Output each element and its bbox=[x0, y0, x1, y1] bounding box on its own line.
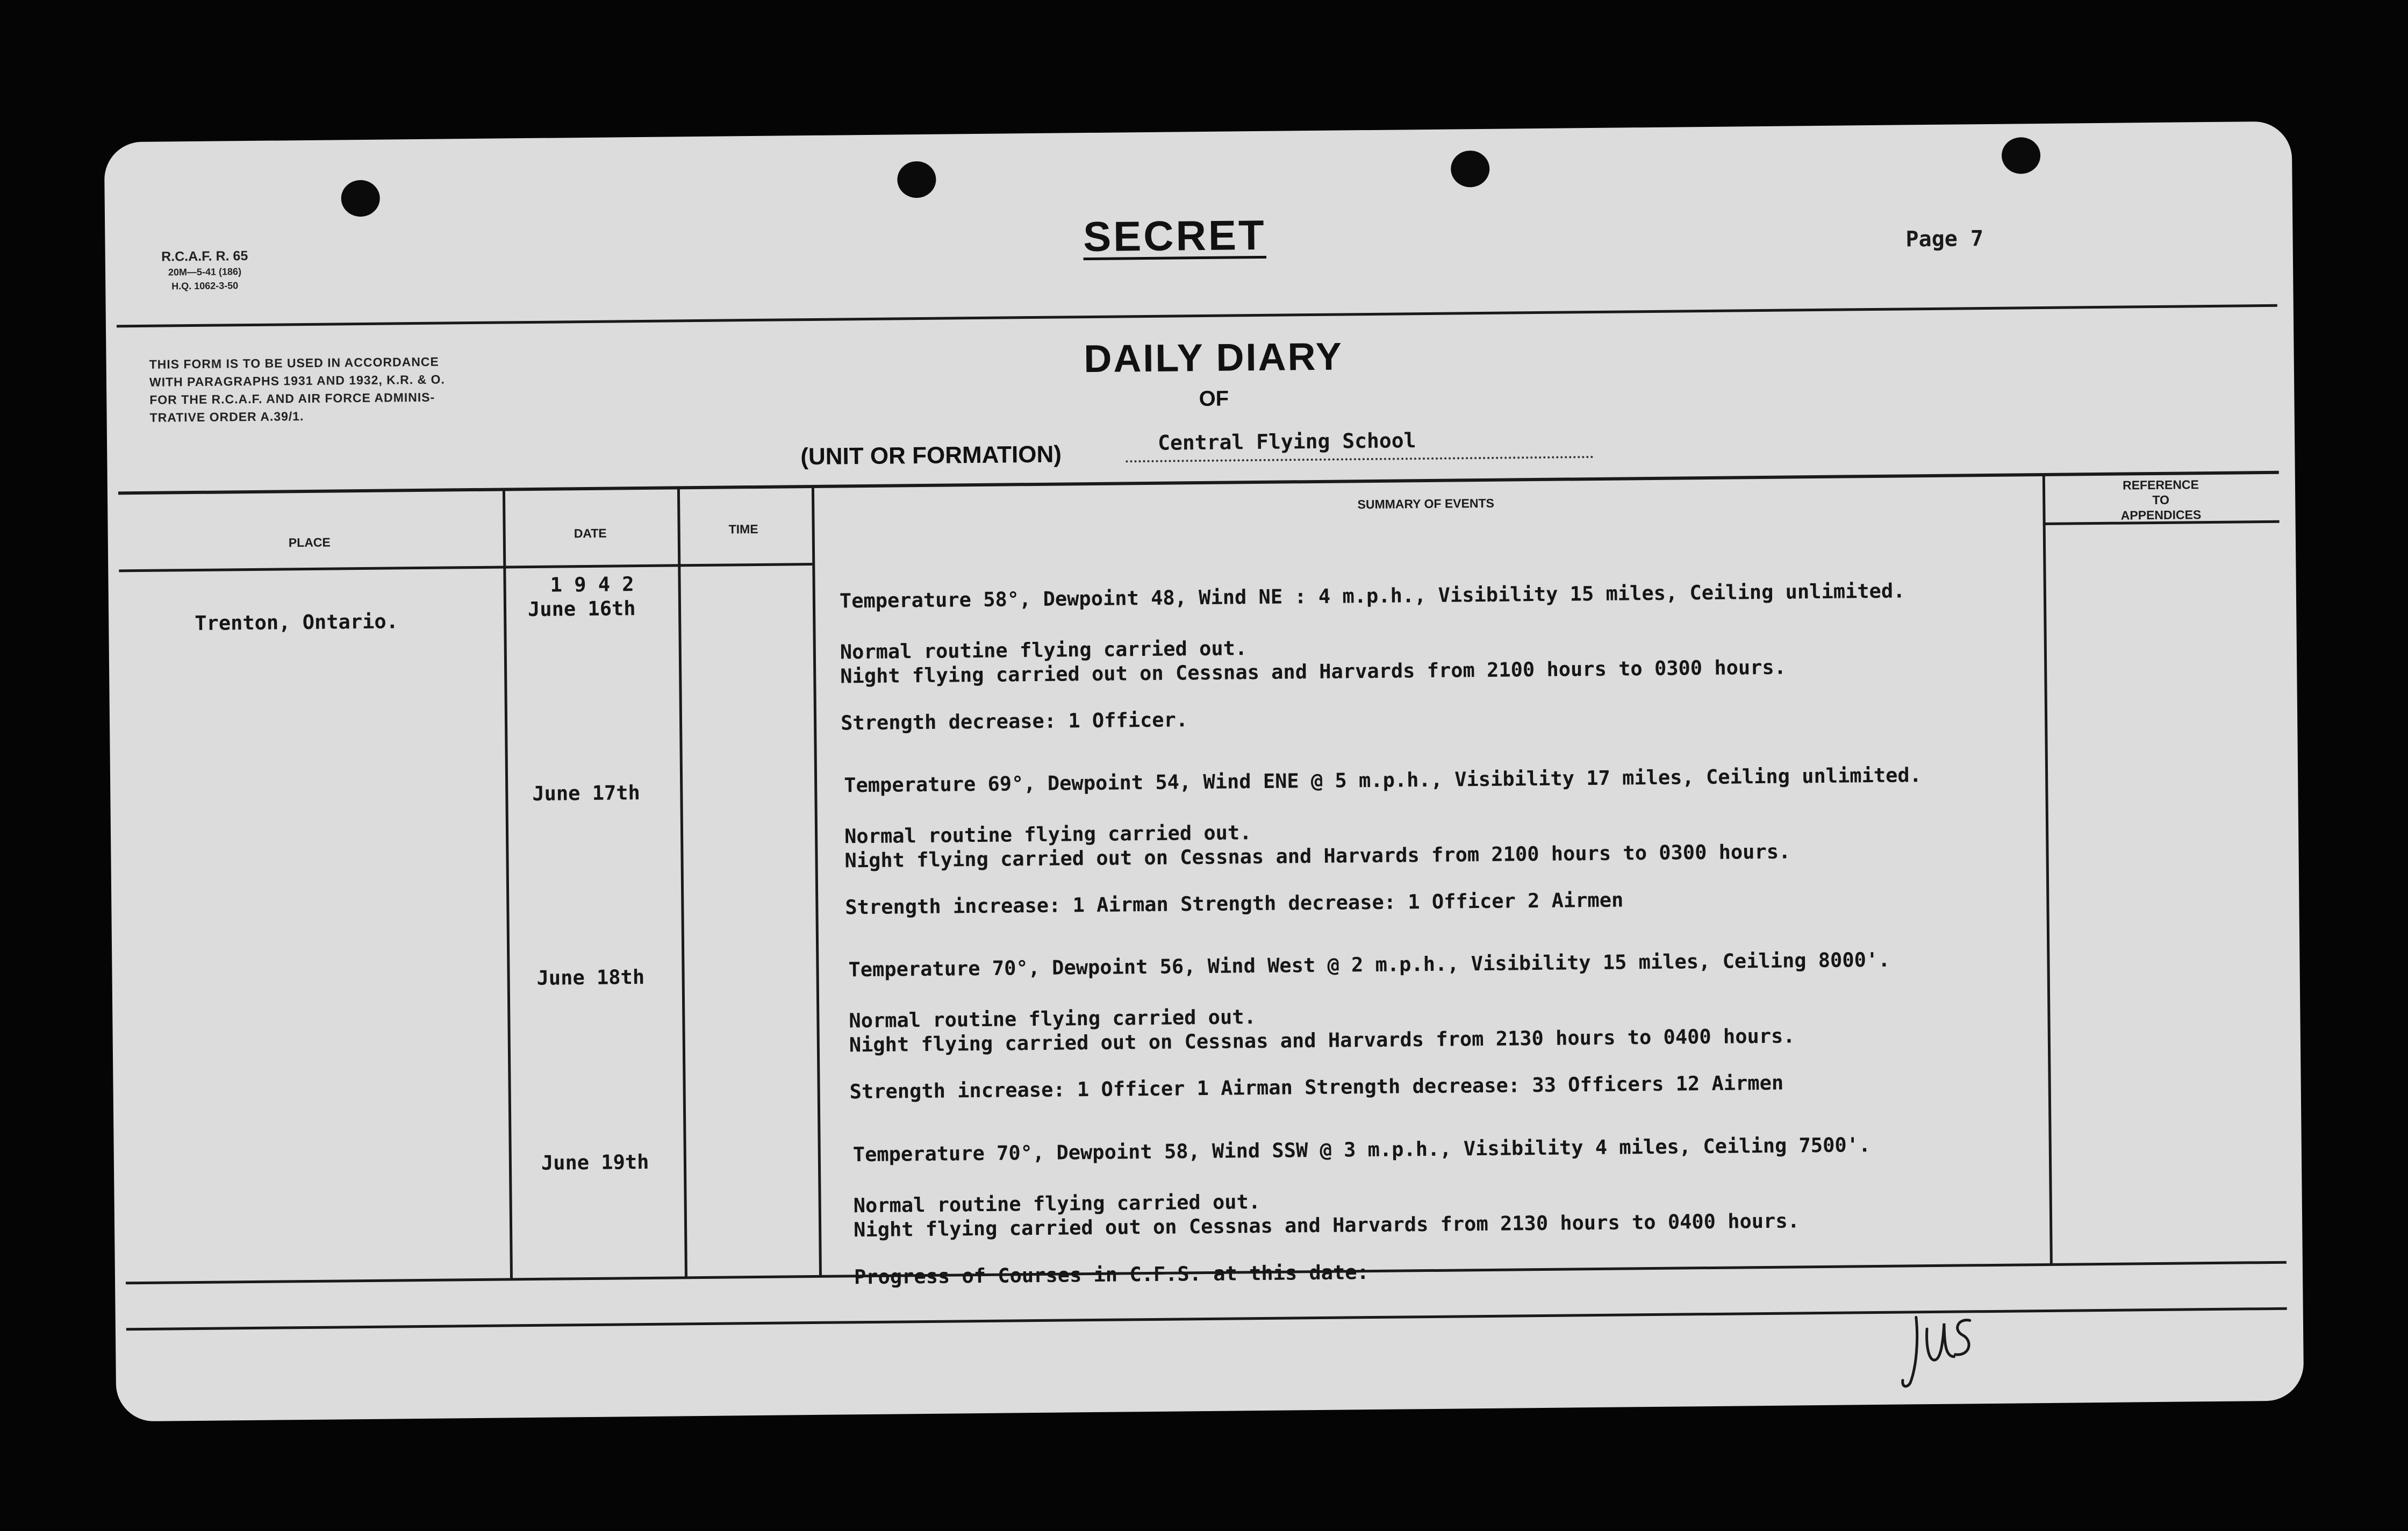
event-entry: Night flying carried out on Cessnas and Harvards from 2130 hours to 0400 hours. bbox=[849, 1024, 1795, 1057]
date-entry: June 17th bbox=[532, 781, 641, 805]
classification-stamp: SECRET bbox=[1083, 211, 1267, 261]
event-entry: Night flying carried out on Cessnas and Harvards from 2130 hours to 0400 hours. bbox=[853, 1209, 1800, 1242]
year-entry: 1 9 4 2 bbox=[550, 573, 634, 597]
column-header-date: DATE bbox=[574, 526, 607, 541]
column-header-summary: SUMMARY OF EVENTS bbox=[1357, 496, 1495, 512]
header-rule bbox=[117, 304, 2277, 328]
event-entry: Normal routine flying carried out. bbox=[844, 821, 1252, 848]
punch-hole bbox=[1451, 151, 1490, 188]
column-header-time: TIME bbox=[728, 521, 758, 536]
column-divider bbox=[2042, 475, 2053, 1265]
event-entry: Night flying carried out on Cessnas and Harvards from 2100 hours to 0300 hours. bbox=[840, 655, 1787, 688]
event-entry: Strength increase: 1 Officer 1 Airman Strength decrease: 33 Officers 12 Airmen bbox=[849, 1071, 1784, 1104]
date-entry: June 19th bbox=[541, 1150, 649, 1175]
unit-value: Central Flying School bbox=[1157, 428, 1416, 455]
page-number: Page 7 bbox=[1905, 226, 1984, 252]
event-entry: Normal routine flying carried out. bbox=[840, 636, 1248, 664]
column-header-rule bbox=[119, 563, 812, 572]
event-entry: Normal routine flying carried out. bbox=[849, 1005, 1256, 1033]
event-entry: Progress of Courses in C.F.S. at this date: bbox=[854, 1261, 1370, 1289]
column-header-reference: REFERENCE TO APPENDICES bbox=[2120, 477, 2202, 523]
form-code: R.C.A.F. R. 65 20M—5-41 (186) H.Q. 1062-3-50 bbox=[161, 248, 248, 292]
column-divider bbox=[503, 490, 513, 1280]
column-header-place: PLACE bbox=[288, 535, 331, 550]
punch-hole bbox=[897, 161, 936, 198]
event-entry: Temperature 70°, Dewpoint 58, Wind SSW @ 3 m.p.h., Visibility 4 miles, Ceiling 7500'. bbox=[852, 1133, 1871, 1167]
column-divider bbox=[677, 488, 687, 1278]
date-entry: June 16th bbox=[527, 597, 636, 621]
event-entry: Temperature 58°, Dewpoint 48, Wind NE : 4 m.p.h., Visibility 15 miles, Ceiling unlimited. bbox=[839, 579, 1905, 613]
handwritten-initials bbox=[1895, 1307, 1982, 1394]
punch-hole bbox=[341, 180, 380, 217]
event-entry: Normal routine flying carried out. bbox=[853, 1190, 1261, 1218]
event-entry: Strength increase: 1 Airman Strength decrease: 1 Officer 2 Airmen bbox=[845, 888, 1624, 919]
unit-value-field bbox=[1126, 423, 1594, 462]
date-entry: June 18th bbox=[536, 965, 645, 990]
event-entry: Night flying carried out on Cessnas and Harvards from 2100 hours to 0300 hours. bbox=[844, 840, 1791, 872]
column-divider bbox=[812, 487, 822, 1277]
punch-hole bbox=[2002, 137, 2041, 174]
form-title-of: OF bbox=[1199, 387, 1229, 411]
form-title: DAILY DIARY bbox=[1084, 335, 1344, 381]
diary-form-card bbox=[104, 121, 2304, 1422]
unit-label: (UNIT OR FORMATION) bbox=[800, 441, 1062, 470]
event-entry: Temperature 70°, Dewpoint 56, Wind West @ 2 m.p.h., Visibility 15 miles, Ceiling 8000'. bbox=[848, 948, 1890, 982]
event-entry: Temperature 69°, Dewpoint 54, Wind ENE @ 5 m.p.h., Visibility 17 miles, Ceiling unlimited. bbox=[844, 763, 1922, 797]
place-entry: Trenton, Ontario. bbox=[195, 610, 399, 635]
form-instructions: THIS FORM IS TO BE USED IN ACCORDANCE WITH PARAGRAPHS 1931 AND 1932, K.R. & O. FOR THE R.C.A.F. AND AIR FORCE ADMINIS- TRATIVE ORDER A.39/1. bbox=[149, 354, 446, 425]
event-entry: Strength decrease: 1 Officer. bbox=[840, 708, 1188, 735]
